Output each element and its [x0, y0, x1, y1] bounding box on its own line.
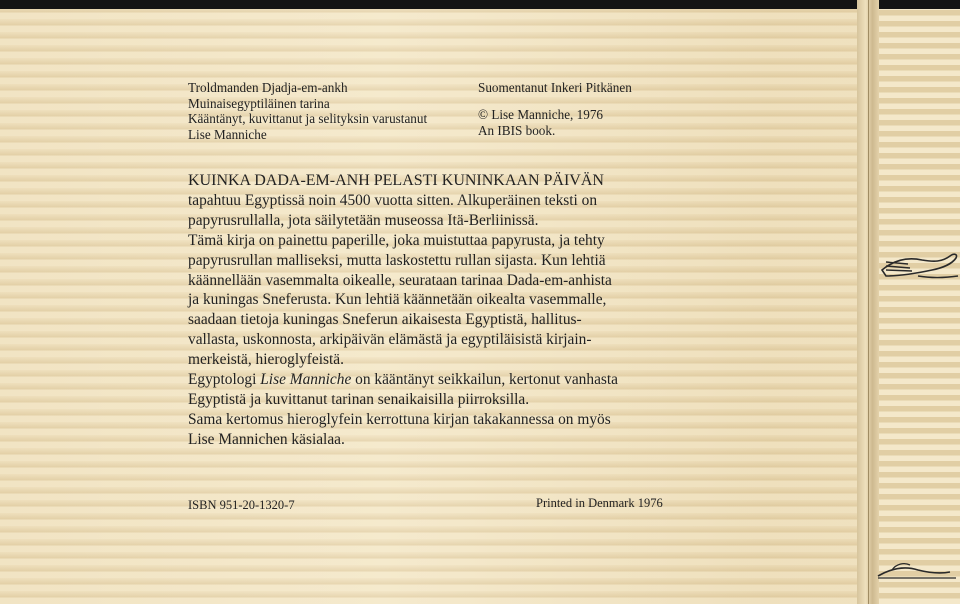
spine-fold-line — [868, 0, 869, 604]
right-meta-block — [478, 80, 632, 139]
author-name: Lise Manniche — [188, 126, 267, 142]
printed-note: Printed in Denmark 1976 — [536, 496, 663, 510]
publisher-note: An IBIS book. — [478, 123, 556, 138]
original-title: Troldmanden Djadja-em-ankh — [188, 80, 348, 95]
body-line: merkeistä, hieroglyfeistä. — [188, 351, 344, 369]
hand-glyph-icon-bottom — [876, 556, 960, 586]
copyright: © Lise Manniche, 1976 — [478, 107, 604, 122]
top-border — [0, 0, 960, 9]
closing-line: Sama kertomus hieroglyfein kerrottuna kirjan takakannessa on myös — [188, 410, 611, 428]
next-page-edge — [879, 9, 960, 604]
book-title: KUINKA DADA-EM-ANH PELASTI KUNINKAAN PÄIVÄN — [188, 172, 604, 189]
body-line: tapahtuu Egyptissä noin 4500 vuotta sitten. Alkuperäinen teksti on — [188, 191, 598, 209]
left-meta-block — [188, 80, 427, 142]
body-line: käännellään vasemmalta oikealle, seurataan tarinaa Dada-em-anhista — [188, 271, 612, 289]
body-line: Tämä kirja on painettu paperille, joka muistuttaa papyrusta, ja tehty — [188, 231, 605, 249]
subtitle: Muinaisegyptiläinen tarina — [188, 95, 330, 111]
body-line: vallasta, uskonnosta, arkipäivän elämästä ja egyptiläisistä kirjain- — [188, 331, 592, 349]
translator-credit: Kääntänyt, kuvittanut ja selityksin varustanut — [188, 111, 428, 126]
egyptologist-line — [188, 370, 788, 390]
egyptologist-prefix: Egyptologi — [188, 371, 261, 389]
body-line: saadaan tietoja kuningas Sneferun aikaisesta Egyptistä, hallitus- — [188, 311, 582, 329]
closing-line: Lise Mannichen käsialaa. — [188, 430, 345, 448]
closing-line: Egyptistä ja kuvittanut tarinan senaikaisilla piirroksilla. — [188, 390, 530, 408]
isbn: ISBN 951-20-1320-7 — [188, 498, 295, 512]
body-line: ja kuningas Sneferusta. Kun lehtiä käännetään oikealta vasemmalle, — [188, 291, 607, 309]
main-text — [188, 171, 788, 450]
body-line: papyrusrullalla, jota säilytetään museossa Itä-Berliinissä. — [188, 211, 539, 229]
egyptologist-name: Lise Manniche — [260, 371, 352, 389]
egyptologist-suffix: on kääntänyt seikkailun, kertonut vanhasta — [351, 371, 618, 389]
hand-glyph-icon — [878, 240, 960, 288]
body-line: papyrusrullan malliseksi, mutta laskostettu rullan sijasta. Kun lehtiä — [188, 251, 606, 269]
finnish-translator: Suomentanut Inkeri Pitkänen — [478, 80, 632, 95]
